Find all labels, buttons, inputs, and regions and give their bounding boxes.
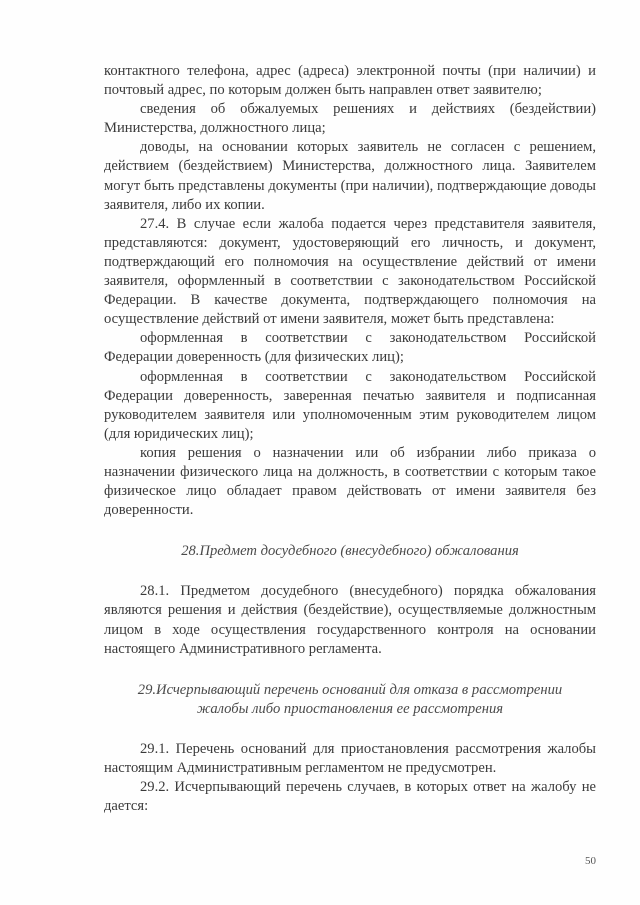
paragraph-appointment-decision: копия решения о назначении или об избрании либо приказа о назначении физического лица на должность, в соответствии с которым такое физическое лицо обладает правом действовать от имени заявителя без доверенности.: [104, 444, 596, 519]
paragraph-power-of-attorney-individuals: оформленная в соответствии с законодательством Российской Федерации доверенность (для физических лиц);: [104, 330, 596, 366]
paragraph-29-2: 29.2. Исчерпывающий перечень случаев, в которых ответ на жалобу не дается:: [104, 779, 596, 815]
section-heading-28: 28.Предмет досудебного (внесудебного) обжалования: [181, 543, 519, 560]
paragraph-28-1: 28.1. Предметом досудебного (внесудебного) порядка обжалования являются решения и действия (бездействие), осуществляемые должностным лицом в ходе осуществления государственного контроля на основании настоящего Административного регламента.: [104, 583, 596, 657]
section-heading-29-line2: жалобы либо приостановления ее рассмотрения: [196, 700, 504, 717]
paragraph-power-of-attorney-legal: оформленная в соответствии с законодательством Российской Федерации доверенность, заверенная печатью заявителя и подписанная руководителем заявителя или уполномоченным этим руководителем лицом (для юридических лиц);: [104, 368, 596, 442]
paragraph-29-1: 29.1. Перечень оснований для приостановления рассмотрения жалобы настоящим Административным регламентом не предусмотрен.: [104, 740, 596, 776]
page-number: 50: [585, 855, 596, 867]
paragraph-27-4: 27.4. В случае если жалоба подается через представителя заявителя, представляются: документ, удостоверяющий его личность, и документ, подтверждающий его полномочия на осуществление действий от имени заявителя, оформленный в соответствии с законодательством Российской Федерации. В качестве документа, подтверждающего полномочия на осуществление действий от имени заявителя, может быть представлена:: [104, 215, 596, 328]
paragraph-arguments: доводы, на основании которых заявитель не согласен с решением, действием (бездействием) Министерства, должностного лица. Заявителем могут быть представлены документы (при наличии), подтверждающие доводы заявителя, либо их копии.: [104, 139, 596, 213]
document-body: [104, 62, 596, 816]
section-heading-29-line1: 29.Исчерпывающий перечень оснований для отказа в рассмотрении: [137, 681, 563, 698]
paragraph-contact-info: контактного телефона, адрес (адреса) электронной почты (при наличии) и почтовый адрес, по которым должен быть направлен ответ заявителю;: [104, 63, 596, 99]
paragraph-appealed-decisions: сведения об обжалуемых решениях и действиях (бездействии) Министерства, должностного лица;: [104, 101, 596, 137]
